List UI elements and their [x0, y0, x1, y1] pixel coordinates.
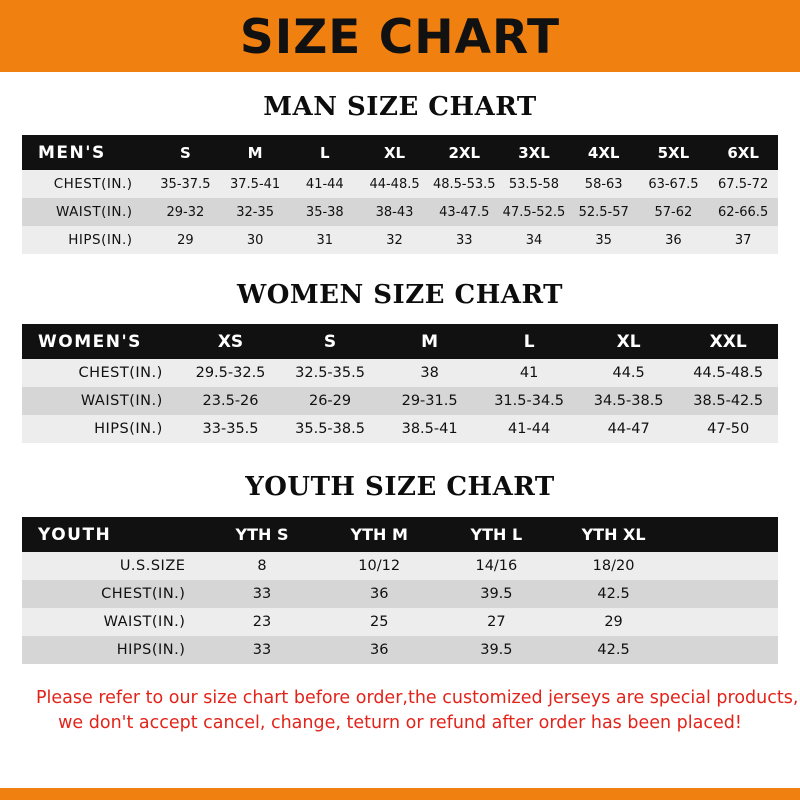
youth-r1c2: 39.5 — [480, 586, 513, 602]
women-col-4: XL — [616, 331, 641, 352]
table-row — [22, 636, 778, 664]
man-r0c6: 58-63 — [584, 176, 623, 192]
man-section-title: MAN SIZE CHART — [263, 92, 537, 122]
man-row1-label: WAIST(IN.) — [55, 204, 133, 220]
youth-col-3: YTH XL — [581, 525, 646, 544]
youth-row0-label: U.S.SIZE — [119, 558, 186, 574]
women-row2-label: HIPS(IN.) — [94, 421, 163, 437]
youth-r0c3: 18/20 — [592, 558, 635, 574]
women-row-label-header: WOMEN'S — [38, 331, 142, 352]
women-r2c0: 33-35.5 — [202, 421, 259, 437]
man-r2c4: 33 — [455, 232, 473, 248]
youth-r0c0: 8 — [257, 558, 267, 574]
man-r1c1: 32-35 — [236, 204, 274, 220]
youth-row-label-header: YOUTH — [38, 524, 112, 545]
man-r1c2: 35-38 — [305, 204, 344, 220]
youth-row1-label: CHEST(IN.) — [101, 586, 186, 602]
table-row — [22, 226, 778, 254]
youth-r1c0: 33 — [252, 586, 272, 602]
man-r2c1: 30 — [246, 232, 264, 248]
footer-note-line-1: Please refer to our size chart before order,the customized jerseys are special products, — [36, 688, 799, 708]
youth-r0-spacer — [672, 552, 778, 580]
youth-r3c0: 33 — [252, 642, 272, 658]
youth-r3-spacer — [672, 636, 778, 664]
women-row0-label: CHEST(IN.) — [78, 365, 163, 381]
youth-section-title: YOUTH SIZE CHART — [245, 472, 555, 502]
man-r1c5: 47.5-52.5 — [502, 204, 566, 220]
women-col-5: XXL — [709, 331, 747, 352]
man-col-7: 5XL — [657, 143, 690, 162]
women-r0c3: 41 — [519, 365, 539, 381]
women-col-1: S — [323, 331, 337, 352]
table-header-row — [22, 135, 778, 170]
youth-r2c0: 23 — [252, 614, 272, 630]
youth-r2c1: 25 — [369, 614, 389, 630]
man-col-2: L — [320, 143, 330, 162]
youth-r3c1: 36 — [369, 642, 389, 658]
man-row2-label: HIPS(IN.) — [68, 232, 133, 248]
women-r1c1: 26-29 — [308, 393, 352, 409]
women-table-body — [22, 359, 778, 443]
youth-row2-label: WAIST(IN.) — [103, 614, 186, 630]
youth-r3c3: 42.5 — [597, 642, 630, 658]
man-r1c4: 43-47.5 — [439, 204, 490, 220]
man-r2c7: 36 — [665, 232, 682, 248]
women-r0c2: 38 — [420, 365, 439, 381]
man-r1c8: 62-66.5 — [718, 204, 769, 220]
man-col-8: 6XL — [727, 143, 759, 162]
youth-col-spacer — [672, 517, 778, 552]
women-r2c3: 41-44 — [508, 421, 551, 437]
man-r1c0: 29-32 — [166, 204, 205, 220]
table-header-row — [22, 324, 778, 359]
man-r2c0: 29 — [177, 232, 194, 248]
youth-col-0: YTH S — [235, 525, 289, 544]
footer-note-line-2: we don't accept cancel, change, teturn or refund after order has been placed! — [58, 713, 742, 734]
man-r2c5: 34 — [525, 232, 543, 248]
man-r1c7: 57-62 — [654, 204, 693, 220]
page-title: SIZE CHART — [239, 9, 561, 65]
youth-r0c2: 14/16 — [475, 558, 518, 574]
youth-col-1: YTH M — [350, 525, 408, 544]
footer-note — [22, 686, 799, 737]
man-r0c3: 44-48.5 — [369, 176, 420, 192]
women-size-table — [22, 324, 778, 443]
man-r1c6: 52.5-57 — [578, 204, 629, 220]
table-row — [22, 608, 778, 636]
table-row — [22, 198, 778, 226]
man-r0c5: 53.5-58 — [508, 176, 560, 192]
table-row — [22, 415, 778, 443]
man-table-header — [22, 135, 778, 170]
man-col-3: XL — [383, 143, 406, 162]
man-r0c8: 67.5-72 — [718, 176, 769, 192]
women-r1c0: 23.5-26 — [202, 393, 259, 409]
women-r2c5: 47-50 — [707, 421, 750, 437]
man-r0c4: 48.5-53.5 — [432, 176, 496, 192]
man-col-6: 4XL — [587, 143, 620, 162]
women-r0c1: 32.5-35.5 — [295, 365, 365, 381]
man-r2c2: 31 — [316, 232, 334, 248]
youth-r2-spacer — [672, 608, 778, 636]
youth-table-header — [22, 517, 778, 552]
women-r2c2: 38.5-41 — [401, 421, 458, 437]
women-r1c4: 34.5-38.5 — [593, 393, 664, 409]
man-r2c3: 32 — [386, 232, 403, 248]
youth-r0c1: 10/12 — [358, 558, 401, 574]
table-row — [22, 359, 778, 387]
youth-row3-label: HIPS(IN.) — [116, 642, 186, 658]
man-table-body — [22, 170, 778, 254]
women-table-header — [22, 324, 778, 359]
women-r1c2: 29-31.5 — [401, 393, 458, 409]
women-col-0: XS — [217, 331, 244, 352]
table-row — [22, 170, 778, 198]
man-r2c6: 35 — [595, 232, 612, 248]
bottom-banner — [0, 788, 800, 800]
man-r1c3: 38-43 — [375, 204, 414, 220]
table-header-row — [22, 517, 778, 552]
man-col-0: S — [179, 143, 191, 162]
man-col-5: 3XL — [518, 143, 550, 162]
man-row0-label: CHEST(IN.) — [53, 176, 133, 192]
women-section-title: WOMEN SIZE CHART — [237, 280, 563, 310]
youth-r1-spacer — [672, 580, 778, 608]
chart-content — [0, 72, 800, 737]
youth-r2c3: 29 — [604, 614, 623, 630]
youth-r1c1: 36 — [369, 586, 389, 602]
youth-table-body — [22, 552, 778, 664]
youth-size-table — [22, 517, 778, 664]
youth-r2c2: 27 — [487, 614, 506, 630]
women-col-2: M — [421, 331, 439, 352]
man-r2c8: 37 — [734, 232, 752, 248]
man-col-1: M — [247, 143, 263, 162]
women-col-3: L — [523, 331, 535, 352]
women-row1-label: WAIST(IN.) — [80, 393, 163, 409]
table-row — [22, 387, 778, 415]
women-r1c5: 38.5-42.5 — [693, 393, 764, 409]
youth-r3c2: 39.5 — [480, 642, 513, 658]
women-r0c5: 44.5-48.5 — [693, 365, 764, 381]
man-row-label-header: MEN'S — [38, 142, 106, 163]
women-r0c0: 29.5-32.5 — [195, 365, 266, 381]
man-r0c1: 37.5-41 — [230, 176, 281, 192]
man-col-4: 2XL — [448, 143, 481, 162]
man-r0c7: 63-67.5 — [648, 176, 699, 192]
women-r2c4: 44-47 — [607, 421, 650, 437]
youth-col-2: YTH L — [470, 525, 523, 544]
women-r2c1: 35.5-38.5 — [295, 421, 365, 437]
man-r0c2: 41-44 — [305, 176, 344, 192]
women-r1c3: 31.5-34.5 — [494, 393, 565, 409]
table-row — [22, 552, 778, 580]
man-size-table — [22, 135, 778, 254]
header-banner — [0, 0, 800, 72]
women-r0c4: 44.5 — [612, 365, 645, 381]
table-row — [22, 580, 778, 608]
man-r0c0: 35-37.5 — [160, 176, 211, 192]
youth-r1c3: 42.5 — [597, 586, 630, 602]
